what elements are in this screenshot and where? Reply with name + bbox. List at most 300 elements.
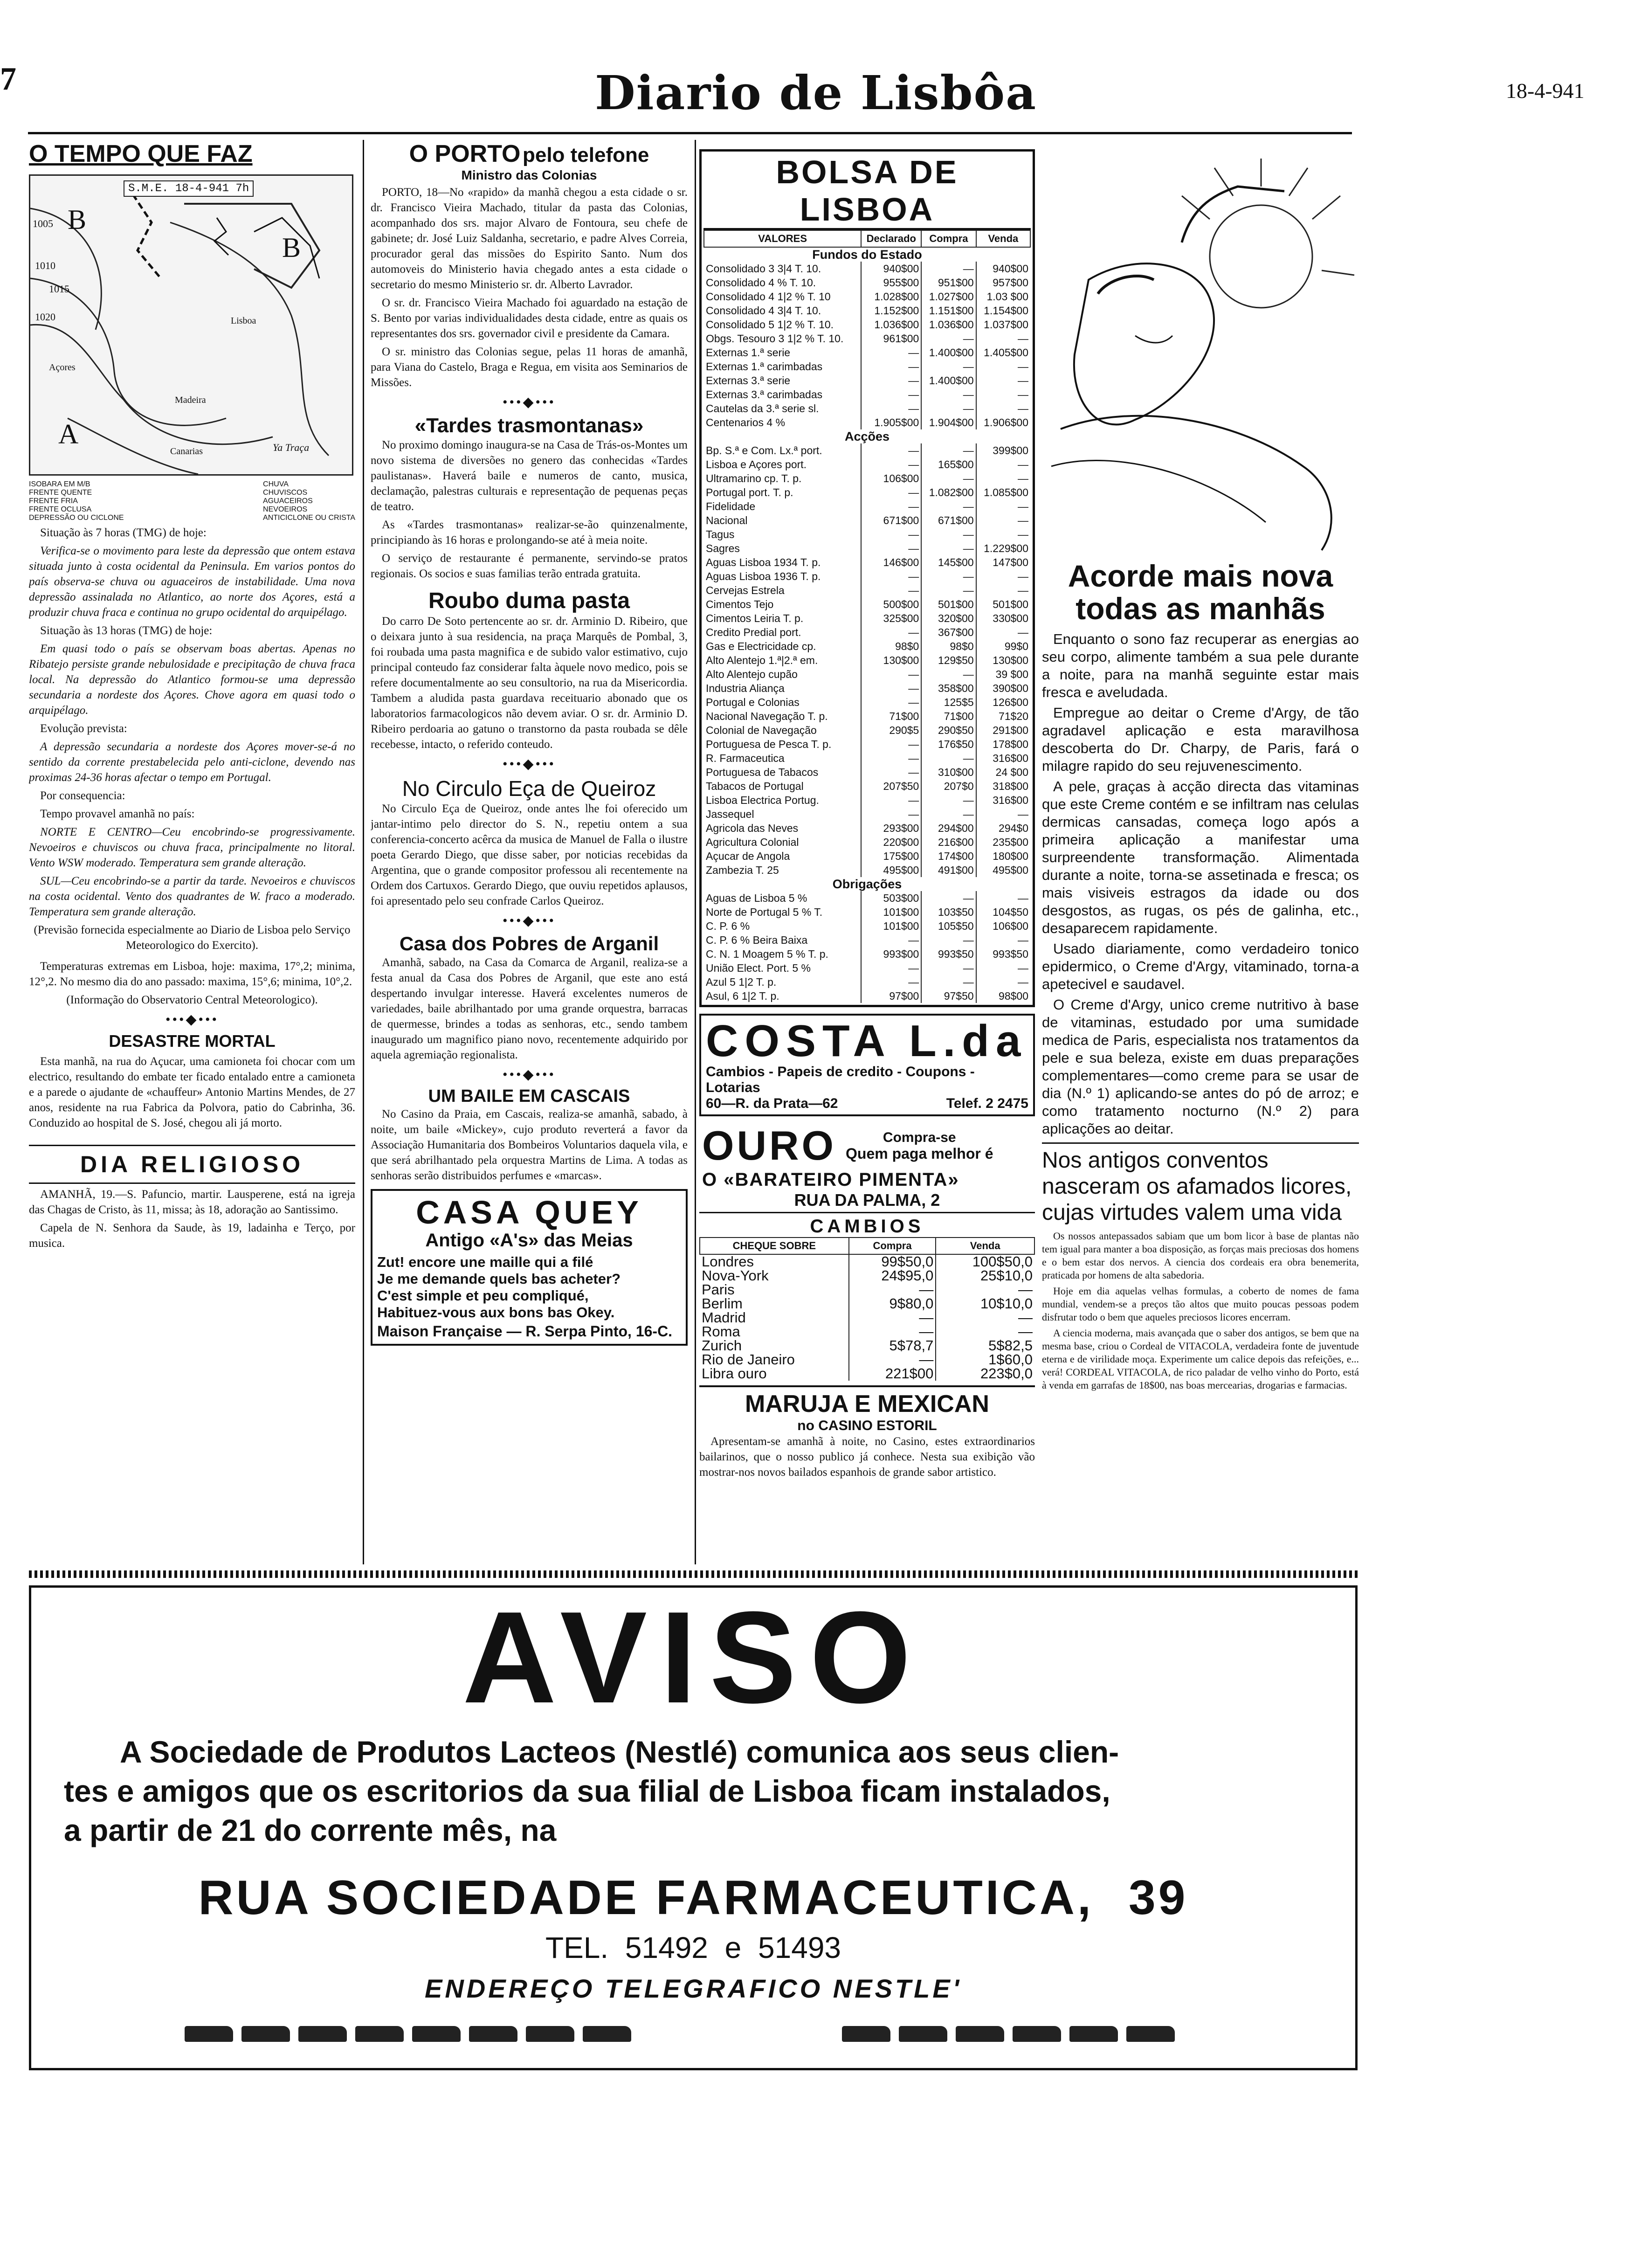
bolsa-row <box>704 821 1030 835</box>
bolsa-row <box>704 471 1030 485</box>
bolsa-quote-value: 97$50 <box>921 989 976 1003</box>
situation-13-text: Em quasi todo o país se observam boas abertas. Apenas no Ribatejo persiste grande nebulosidade e precipitação de chuva fraca local. Na depressão do Atlantico formou-se uma depressão secundaria a nordeste dos Açores. Chove agora em quasi todo o arquipélago. <box>29 643 355 717</box>
bolsa-row <box>704 625 1030 639</box>
truck-icon <box>842 2026 890 2042</box>
bolsa-quote-value: 1.905$00 <box>861 415 921 429</box>
maruja-block <box>699 1385 1035 1480</box>
cambios-rate: 24$95,0 <box>849 1269 936 1283</box>
porto-heading <box>371 140 688 168</box>
bolsa-quote-value: 146$00 <box>861 555 921 569</box>
bolsa-quote-value: 178$00 <box>976 737 1030 751</box>
bolsa-security-name: Alto Alentejo 1.ª|2.ª em. <box>706 654 818 666</box>
bolsa-quote-value: 957$00 <box>976 276 1030 290</box>
cambios-rate: — <box>849 1283 936 1297</box>
circulo-text <box>371 801 688 909</box>
bolsa-row <box>704 569 1030 583</box>
bolsa-quote-value: 491$00 <box>921 863 976 877</box>
cambios-rate: 99$50,0 <box>849 1254 936 1269</box>
quey-footer: Maison Française — R. Serpa Pinto, 16-C. <box>377 1323 673 1340</box>
conventos-block <box>1042 1142 1359 1392</box>
cambios-city: Roma <box>702 1323 740 1340</box>
porto-text <box>371 185 688 390</box>
cambios-rate: 9$80,0 <box>849 1297 936 1311</box>
isobar-1020: 1020 <box>35 311 55 323</box>
bolsa-security-name: Aguas Lisboa 1936 T. p. <box>706 570 821 582</box>
bolsa-security-name: Agricola das Neves <box>706 822 799 834</box>
ouro-ad <box>699 1120 1035 1213</box>
argy-headline-2: todas as manhãs <box>1076 591 1325 626</box>
map-legend <box>29 480 355 522</box>
bolsa-row <box>704 457 1030 471</box>
bolsa-security-name: Externas 3.ª serie <box>706 374 791 387</box>
maruja-subtitle: no CASINO ESTORIL <box>797 1418 937 1433</box>
quey-line-1: Zut! encore une maille qui a filé <box>377 1254 593 1270</box>
bolsa-quote-value: 1.028$00 <box>861 290 921 304</box>
bolsa-quote-value: — <box>861 751 921 765</box>
bolsa-quote-value: 1.027$00 <box>921 290 976 304</box>
bolsa-quote-value: 330$00 <box>976 611 1030 625</box>
bolsa-quote-value: 130$00 <box>861 653 921 667</box>
bolsa-section-name: Acções <box>844 429 890 443</box>
conventos-title: Nos antigos conventos nasceram os afamados licores, cujas virtudes valem uma vida <box>1042 1148 1352 1225</box>
bolsa-row <box>704 611 1030 625</box>
bolsa-quote-value: 1.036$00 <box>861 318 921 332</box>
bolsa-security-name: Zambezia T. 25 <box>706 864 779 876</box>
bolsa-row <box>704 947 1030 961</box>
bolsa-quote-value: — <box>861 373 921 387</box>
bolsa-quote-value: 294$00 <box>921 821 976 835</box>
bolsa-quote-value: — <box>976 569 1030 583</box>
circulo-paragraph: No Circulo Eça de Queiroz, onde antes lhe foi oferecido um jantar-intimo pelo director do S. N., repetiu ontem a sua conferencia-concerto acêrca da musica de Manuel de Falla o ilustre poeta Gerardo Diego, que disse saber, por noticias recebidas da Argentina, que o grande compositor professou ali recentemente na Ordem dos Cartuxos. Gerardo Diego, que ouviu repetidos aplausos, foi apresentado pelo seu confrade Carlos Queiroz. <box>371 802 688 907</box>
low-pressure-mark-east: B <box>282 232 301 263</box>
bolsa-quote-value: — <box>861 569 921 583</box>
page-number: 7 <box>0 61 16 97</box>
truck-icon <box>1069 2026 1118 2042</box>
map-signature: Ya Traça <box>273 442 310 453</box>
cambios-row <box>700 1254 1034 1269</box>
bolsa-quote-value: 316$00 <box>976 793 1030 807</box>
arganil-paragraph: Amanhã, sabado, na Casa da Comarca de Arganil, realiza-se a festa anual da Casa dos Pobres de Arganil, que este ano está despertando invulgar interesse. Haverá excelentes numeros de variedades, baile abrilhantado por uma grande orquestra, barracas de quermesse, brindes a todas as senhoras, etc., sendo tambem inaugurado um magnifico piano novo, recentemente adquirido por aquela agremiação regionalista. <box>371 956 688 1061</box>
cambios-table-body <box>700 1254 1034 1381</box>
truck-row-right <box>838 2026 1179 2044</box>
truck-icon <box>899 2026 947 2042</box>
bolsa-quote-value: 145$00 <box>921 555 976 569</box>
baile-text <box>371 1106 688 1183</box>
bolsa-quote-value: 180$00 <box>976 849 1030 863</box>
bolsa-quote-value: 951$00 <box>921 276 976 290</box>
bolsa-section-name: Fundos do Estado <box>812 248 922 262</box>
bolsa-security-name: Consolidado 4 % T. 10. <box>706 277 816 289</box>
bolsa-quote-value: 291$00 <box>976 723 1030 737</box>
truck-icon <box>241 2026 290 2042</box>
cambios-row <box>700 1325 1034 1339</box>
bolsa-quote-value: — <box>976 457 1030 471</box>
sleeping-woman-illustration <box>1042 140 1359 560</box>
bolsa-quote-value: 207$50 <box>861 779 921 793</box>
maruja-title: MARUJA E MEXICAN <box>745 1390 989 1418</box>
bolsa-title: BOLSA DE LISBOA <box>703 153 1031 230</box>
bolsa-frame <box>699 149 1035 1007</box>
truck-icon <box>583 2026 631 2042</box>
bolsa-quote-value: — <box>921 360 976 373</box>
costa-phone: Telef. 2 2475 <box>946 1096 1028 1111</box>
separator: •••◆••• <box>502 1067 556 1082</box>
cambios-rate: — <box>849 1311 936 1325</box>
bolsa-row <box>704 499 1030 513</box>
costa-address: 60—R. da Prata—62 <box>706 1096 838 1111</box>
cambios-rate: 223$0,0 <box>936 1367 1034 1381</box>
aviso-address-number: 39 <box>1128 1871 1188 1925</box>
bolsa-quote-value: — <box>861 527 921 541</box>
truck-icon <box>1013 2026 1061 2042</box>
cambios-city: Londres <box>702 1253 754 1270</box>
bolsa-row <box>704 849 1030 863</box>
aviso-tel-and: e <box>724 1931 742 1964</box>
bolsa-row <box>704 933 1030 947</box>
bolsa-quote-value: 940$00 <box>976 262 1030 276</box>
bolsa-quote-value: 71$20 <box>976 709 1030 723</box>
cambios-rate: — <box>936 1283 1034 1297</box>
truck-icon <box>412 2026 461 2042</box>
cambios-col-cheque: CHEQUE SOBRE <box>700 1238 849 1254</box>
argy-text <box>1042 630 1359 1138</box>
maruja-paragraph: Apresentam-se amanhã à noite, no Casino, estes extraordinarios bailarinos, que o nosso publico já conhece. Nesta sua exibição vão mostrar-nos novos bailados espanhois de grande sabor artistico. <box>699 1435 1035 1479</box>
bolsa-quote-value: 940$00 <box>861 262 921 276</box>
bolsa-quote-value: 501$00 <box>921 597 976 611</box>
issue-date: 18-4-941 <box>1506 79 1585 103</box>
cambios-rate: 10$10,0 <box>936 1297 1034 1311</box>
bolsa-quote-value: 318$00 <box>976 779 1030 793</box>
legend-occluded-front: FRENTE OCLUSA <box>29 505 92 513</box>
bolsa-quote-value: 503$00 <box>861 891 921 905</box>
bolsa-quote-value: 24 $00 <box>976 765 1030 779</box>
bolsa-quote-value: 129$50 <box>921 653 976 667</box>
legend-fog: NEVOEIROS <box>263 505 308 513</box>
cambios-rate: 25$10,0 <box>936 1269 1034 1283</box>
bolsa-security-name: C. P. 6 % <box>706 920 750 932</box>
truck-icon <box>185 2026 233 2042</box>
bolsa-quote-value: 147$00 <box>976 555 1030 569</box>
bolsa-security-name: Jassequel <box>706 808 754 820</box>
conventos-paragraph-1: Os nossos antepassados sabiam que um bom licor à base de plantas não tem igual para manter a boa disposição, as forças mais preciosas dos homens e o bem estar dos nervos. A ciencia dos cordeais era obra benemerita, praticada por homens de alta sabedoria. <box>1042 1230 1359 1281</box>
bolsa-row <box>704 318 1030 332</box>
tardes-title: «Tardes trasmontanas» <box>414 414 644 437</box>
bolsa-quote-value: — <box>921 262 976 276</box>
bolsa-quote-value: — <box>921 443 976 457</box>
ouro-side <box>846 1130 993 1162</box>
bolsa-table-body <box>704 247 1030 1003</box>
temperatures: Temperaturas extremas em Lisboa, hoje: maxima, 17°,2; minima, 12°,2. No mesmo dia do ano passado: maxima, 15°,6; minima, 10°,2. <box>29 960 355 988</box>
circulo-title: No Circulo Eça de Queiroz <box>402 776 656 801</box>
conventos-text <box>1042 1230 1359 1392</box>
bolsa-row <box>704 415 1030 429</box>
bolsa-security-name: Aguas Lisboa 1934 T. p. <box>706 556 821 568</box>
bolsa-row <box>704 541 1030 555</box>
place-lisboa: Lisboa <box>231 316 256 326</box>
aviso-line-1: A Sociedade de Produtos Lacteos (Nestlé) comunica aos seus clien- <box>120 1735 1119 1769</box>
bolsa-security-name: Colonial de Navegação <box>706 724 817 736</box>
situation-7-heading: Situação às 7 horas (TMG) de hoje: <box>40 526 207 539</box>
bolsa-row <box>704 276 1030 290</box>
bolsa-quote-value: — <box>921 975 976 989</box>
bolsa-row <box>704 653 1030 667</box>
place-canarias: Canarias <box>170 446 203 456</box>
bolsa-quote-value: 235$00 <box>976 835 1030 849</box>
cambios-rate: 5$82,5 <box>936 1339 1034 1353</box>
bolsa-row <box>704 919 1030 933</box>
consequence-heading: Por consequencia: <box>40 789 125 802</box>
bolsa-row <box>704 793 1030 807</box>
cambios-rate: 100$50,0 <box>936 1254 1034 1269</box>
bolsa-quote-value: — <box>921 499 976 513</box>
bolsa-quote-value: 1.151$00 <box>921 304 976 318</box>
bolsa-quote-value: 501$00 <box>976 597 1030 611</box>
legend-drizzle: CHUVISCOS <box>263 489 308 497</box>
bolsa-quote-value: 1.400$00 <box>921 373 976 387</box>
bolsa-quote-value: 130$00 <box>976 653 1030 667</box>
separator: •••◆••• <box>502 913 556 928</box>
bolsa-row <box>704 527 1030 541</box>
arganil-text <box>371 955 688 1063</box>
aviso-title: AVISO <box>462 1585 924 1730</box>
bolsa-row <box>704 723 1030 737</box>
bolsa-quote-value: — <box>861 793 921 807</box>
bolsa-row <box>704 667 1030 681</box>
bolsa-quote-value: 98$00 <box>976 989 1030 1003</box>
porto-paragraph-3: O sr. ministro das Colonias segue, pelas 11 horas de amanhã, para Viana do Castelo, Braga e Regua, em visita aos Seminarios de Missões. <box>371 346 688 389</box>
bolsa-row <box>704 555 1030 569</box>
bolsa-security-name: Consolidado 3 3|4 T. 10. <box>706 263 821 275</box>
newspaper-title: Diario de Lisbôa <box>594 65 1037 120</box>
bolsa-quote-value: — <box>976 360 1030 373</box>
bolsa-quote-value: — <box>976 807 1030 821</box>
bolsa-quote-value: 500$00 <box>861 597 921 611</box>
bolsa-security-name: Consolidado 4 3|4 T. 10. <box>706 304 821 317</box>
bolsa-quote-value: — <box>861 695 921 709</box>
bolsa-security-name: Cimentos Tejo <box>706 598 774 610</box>
cambios-rate: 1$60,0 <box>936 1353 1034 1367</box>
cambios-rate: 5$78,7 <box>849 1339 936 1353</box>
bolsa-quote-value: 175$00 <box>861 849 921 863</box>
legend-anticyclone: ANTICICLONE OU CRISTA <box>263 514 355 522</box>
cambios-rate: — <box>936 1325 1034 1339</box>
bolsa-quote-value: — <box>861 681 921 695</box>
aviso-line-2: tes e amigos que os escritorios da sua filial de Lisboa ficam instalados, <box>64 1774 1110 1808</box>
bolsa-security-name: Centenarios 4 % <box>706 416 786 429</box>
ouro-line-2: Quem paga melhor é <box>846 1145 993 1162</box>
cambios-title: CAMBIOS <box>810 1216 924 1237</box>
cambios-city: Madrid <box>702 1309 746 1326</box>
bolsa-quote-value: 125$5 <box>921 695 976 709</box>
bolsa-quote-value: — <box>921 387 976 401</box>
bolsa-quote-value: — <box>976 513 1030 527</box>
weather-title: O TEMPO QUE FAZ <box>29 140 253 167</box>
bolsa-quote-value: 39 $00 <box>976 667 1030 681</box>
bolsa-quote-value: — <box>921 541 976 555</box>
cambios-rate: — <box>936 1311 1034 1325</box>
bolsa-section-row <box>704 877 1030 891</box>
bolsa-security-name: União Elect. Port. 5 % <box>706 962 811 974</box>
ouro-line-3: O «BARATEIRO PIMENTA» <box>702 1169 959 1190</box>
bolsa-quote-value: 1.229$00 <box>976 541 1030 555</box>
quey-subtitle: Antigo «A's» das Meias <box>425 1230 633 1251</box>
truck-icon <box>298 2026 347 2042</box>
high-pressure-mark: A <box>58 419 79 449</box>
bolsa-row <box>704 290 1030 304</box>
bolsa-quote-value: — <box>861 346 921 360</box>
argy-illustration <box>1042 140 1359 560</box>
bolsa-section-row <box>704 247 1030 262</box>
roubo-title: Roubo duma pasta <box>428 588 630 613</box>
bolsa-quote-value: — <box>921 401 976 415</box>
bolsa-column <box>699 149 1035 1564</box>
cambios-row <box>700 1353 1034 1367</box>
bolsa-quote-value: 98$0 <box>921 639 976 653</box>
bolsa-security-name: Portuguesa de Tabacos <box>706 766 819 778</box>
cambios-city: Berlim <box>702 1295 743 1312</box>
bolsa-quote-value: — <box>861 807 921 821</box>
legend-isobar: ISOBARA EM M/B <box>29 480 90 488</box>
bolsa-row <box>704 751 1030 765</box>
bolsa-row <box>704 304 1030 318</box>
bolsa-quote-value: 174$00 <box>921 849 976 863</box>
quey-ad <box>371 1189 688 1346</box>
argy-headline-1: Acorde mais nova <box>1068 559 1333 593</box>
bolsa-quote-value: 358$00 <box>921 681 976 695</box>
bolsa-quote-value: 216$00 <box>921 835 976 849</box>
bolsa-quote-value: — <box>861 975 921 989</box>
bolsa-quote-value: — <box>921 667 976 681</box>
porto-paragraph-1: PORTO, 18—No «rapido» da manhã chegou a esta cidade o sr. dr. Francisco Vieira Machado, titular da pasta das Colonias, acompanhado dos srs. major Alvaro de Fontoura, seu chefe de gabinete; dr. José Luiz Saldanha, secretario, e padre Alves Correia, procurador geral das missões do Espirito Santo. Num dos automoveis do Ministerio havia chegado antes a esta cidade o secretario do mesmo Ministerio sr. dr. Alberto Lavrador. <box>371 186 688 291</box>
bolsa-row <box>704 989 1030 1003</box>
bolsa-quote-value: 290$50 <box>921 723 976 737</box>
bolsa-row <box>704 737 1030 751</box>
bolsa-quote-value: 495$00 <box>861 863 921 877</box>
costa-services: Cambios - Papeis de credito - Coupons - Lotarias <box>706 1064 975 1095</box>
bolsa-row <box>704 401 1030 415</box>
bolsa-quote-value: — <box>976 373 1030 387</box>
bolsa-row <box>704 961 1030 975</box>
bolsa-quote-value: 1.085$00 <box>976 485 1030 499</box>
bolsa-row <box>704 709 1030 723</box>
bolsa-quote-value: — <box>976 401 1030 415</box>
bolsa-section-name: Obrigações <box>832 877 902 891</box>
bolsa-security-name: Asul, 6 1|2 T. p. <box>706 990 779 1002</box>
tardes-paragraph-2: As «Tardes trasmontanas» realizar-se-ão quinzenalmente, principiando às 16 horas e prolongando-se até à meia noite. <box>371 519 688 546</box>
religioso-title: DIA RELIGIOSO <box>29 1145 355 1184</box>
bolsa-security-name: C. P. 6 % Beira Baixa <box>706 934 808 946</box>
bolsa-quote-value: — <box>861 387 921 401</box>
cambios-block <box>699 1216 1035 1381</box>
bolsa-quote-value: — <box>861 360 921 373</box>
place-madeira: Madeira <box>175 395 206 405</box>
bolsa-quote-value: 993$00 <box>861 947 921 961</box>
bolsa-row <box>704 835 1030 849</box>
separator: •••◆••• <box>502 756 556 772</box>
cambios-header-row <box>700 1238 1034 1254</box>
bolsa-quote-value: — <box>921 751 976 765</box>
bolsa-security-name: Cimentos Leiria T. p. <box>706 612 804 624</box>
baile-title: UM BAILE EM CASCAIS <box>428 1086 630 1106</box>
place-acores: Açores <box>49 362 76 373</box>
bolsa-security-name: Agricultura Colonial <box>706 836 799 848</box>
bolsa-security-name: Tagus <box>706 528 735 540</box>
costa-ad <box>699 1014 1035 1116</box>
cambios-city: Rio de Janeiro <box>702 1351 795 1368</box>
bolsa-row <box>704 975 1030 989</box>
aviso-phone-row <box>31 1930 1355 1965</box>
weather-map <box>29 174 353 476</box>
bolsa-security-name: R. Farmaceutica <box>706 752 785 764</box>
bolsa-quote-value: — <box>976 332 1030 346</box>
bolsa-quote-value: 1.405$00 <box>976 346 1030 360</box>
argy-paragraph-3: A pele, graças à acção directa das vitaminas que este Creme contém e se infiltram nas celulas dermicas cansadas, começa logo após a primeira aplicação a manifestar uma surpreendente transformação. Alimentada durante a noite, torna-se assetinada e fresca; os mais visiveis estragos da idade ou dos desgostos, as rugas, os pés de galinha, etc., desaparecem rapidamente. <box>1042 778 1359 936</box>
perforated-divider <box>29 1570 1358 1578</box>
tardes-paragraph-3: O serviço de restaurante é permanente, servindo-se pratos regionais. Os socios e suas familias terão entrada gratuita. <box>371 552 688 580</box>
cambios-row <box>700 1297 1034 1311</box>
costa-name: COSTA L.da <box>706 1016 1027 1066</box>
bolsa-security-name: Portugal e Colonias <box>706 696 800 708</box>
maruja-text <box>699 1434 1035 1480</box>
bolsa-row <box>704 513 1030 527</box>
bolsa-quote-value: 176$50 <box>921 737 976 751</box>
bolsa-quote-value: — <box>921 583 976 597</box>
legend-cold-front: FRENTE FRIA <box>29 497 78 505</box>
cambios-col-venda: Venda <box>936 1238 1034 1254</box>
bolsa-security-name: Tabacos de Portugal <box>706 780 804 792</box>
bolsa-quote-value: — <box>921 961 976 975</box>
bolsa-quote-value: 207$0 <box>921 779 976 793</box>
bolsa-quote-value: 1.082$00 <box>921 485 976 499</box>
conventos-paragraph-3: A ciencia moderna, mais avançada que o saber dos antigos, se bem que na mesma base, criou o Cordeal de VITACOLA, verdadeira fonte de juventude eterna e de virilidade moça. Experimente um calice depois das refeições, e... verá! CORDEAL VITACOLA, de rico paladar de velho vinho do Porto, está à venda em garrafas de 18$00, nas boas mercearias, drogarias e farmacias. <box>1042 1327 1359 1391</box>
bolsa-quote-value: 101$00 <box>861 905 921 919</box>
bolsa-col-compra: Compra <box>921 230 976 247</box>
bolsa-quote-value: 993$50 <box>921 947 976 961</box>
bolsa-quote-value: 98$0 <box>861 639 921 653</box>
bolsa-quote-value: — <box>921 891 976 905</box>
bolsa-quote-value: 1.03 $00 <box>976 290 1030 304</box>
bolsa-quote-value: — <box>921 471 976 485</box>
bolsa-quote-value: — <box>861 737 921 751</box>
bolsa-security-name: Externas 1.ª carimbadas <box>706 360 823 373</box>
bolsa-row <box>704 443 1030 457</box>
bolsa-security-name: Gas e Electricidade cp. <box>706 640 816 652</box>
weather-column <box>29 140 355 1564</box>
bolsa-row <box>704 891 1030 905</box>
roubo-paragraph: Do carro De Soto pertencente ao sr. dr. Arminio D. Ribeiro, que o deixara junto à sua residencia, na praça Marquês de Pombal, 3, foi roubada uma pasta magnifica e de subido valor estimativo, cujo principal conteudo faz considerar falta àquele novo medico, pois se refere documentalmente ao seu consultorio, na rua da Misericordia. Tambem a aludida pasta guardava receituario abonado que os laboratorios farmacologicos não devem aviar. O sr. dr. Arminio D. Ribeiro perdoaria ao gatuno o transtorno da pasta roubada se dêle recebesse, intacto, o referido conteudo. <box>371 615 688 751</box>
truck-icon <box>469 2026 517 2042</box>
bolsa-security-name: Bp. S.ª e Com. Lx.ª port. <box>706 444 822 456</box>
aviso-telegraphic: ENDEREÇO TELEGRAFICO NESTLE' <box>424 1974 962 2003</box>
evolution-text: A depressão secundaria a nordeste dos Açores mover-se-á no sentido da corrente prestabelecida pelo anti-ciclone, devendo nas proximas 24-36 horas afectar o tempo em Portugal. <box>29 740 355 784</box>
bolsa-quote-value: 399$00 <box>976 443 1030 457</box>
bolsa-quote-value: 105$50 <box>921 919 976 933</box>
bolsa-quote-value: 1.400$00 <box>921 346 976 360</box>
cambios-city: Zurich <box>702 1337 742 1354</box>
bolsa-quote-value: 165$00 <box>921 457 976 471</box>
legend-warm-front: FRENTE QUENTE <box>29 489 92 497</box>
isobar-1010: 1010 <box>35 260 55 271</box>
bolsa-quote-value: — <box>976 499 1030 513</box>
bolsa-quote-value: — <box>861 933 921 947</box>
bolsa-security-name: Credito Predial port. <box>706 626 801 638</box>
bolsa-quote-value: 106$00 <box>861 471 921 485</box>
quey-verse <box>377 1254 681 1321</box>
baile-paragraph: No Casino da Praia, em Cascais, realiza-se amanhã, sabado, à noite, um baile «Mickey», cujo produto reverterá a favor da Associação Humanitaria dos Bombeiros Voluntarios daquela vila, e que será abrilhantado pela orquestra Martins de Lima. A todas as senhoras serão distribuidos perfumes e «marcas». <box>371 1108 688 1182</box>
isobar-1015: 1015 <box>49 283 69 295</box>
legend-showers: AGUACEIROS <box>263 497 313 505</box>
bolsa-quote-value: 99$0 <box>976 639 1030 653</box>
